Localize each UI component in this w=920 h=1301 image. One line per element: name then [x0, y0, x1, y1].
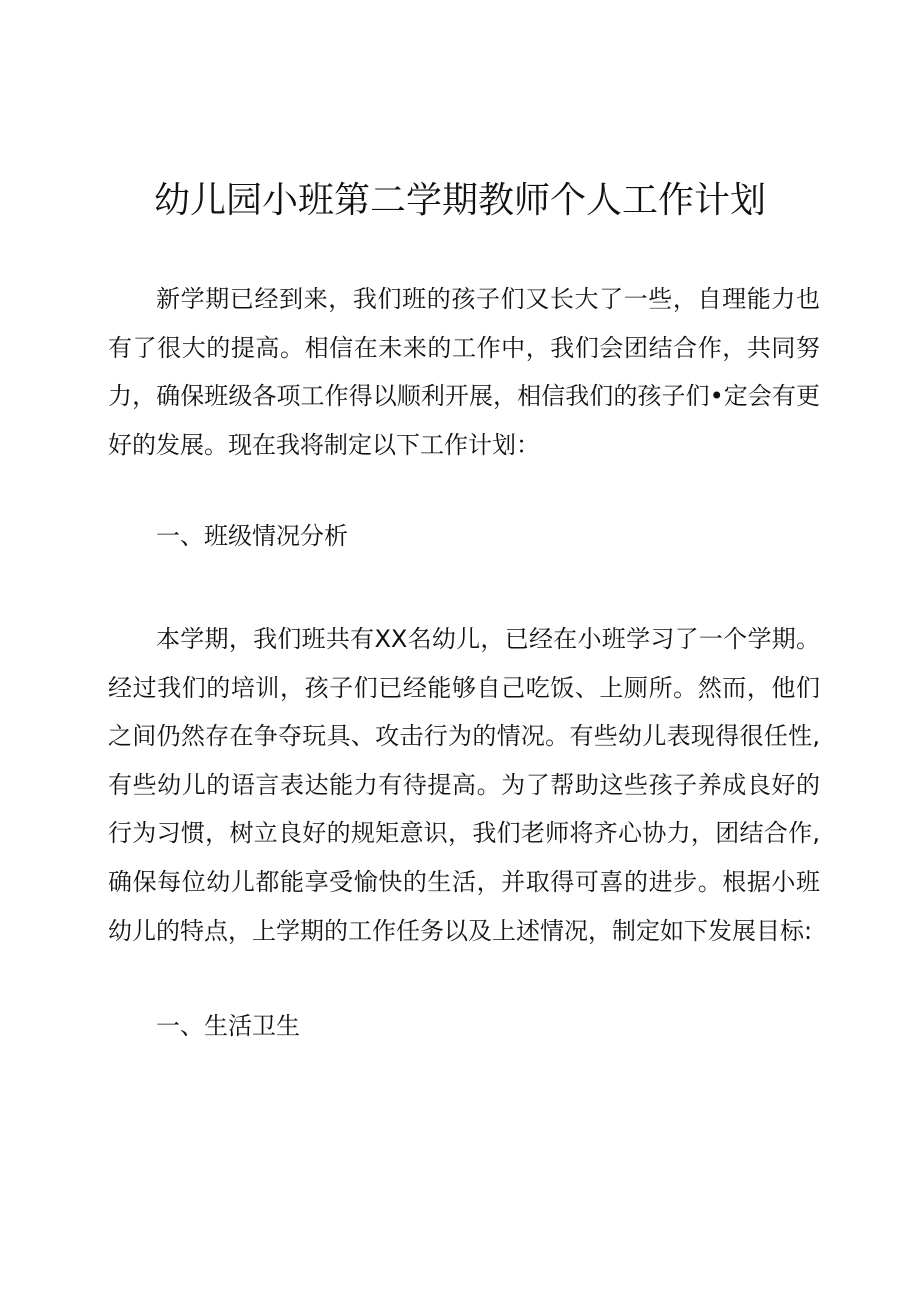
intro-paragraph: 新学期已经到来，我们班的孩子们又长大了一些，自理能力也有了很大的提高。相信在未来的工作中，我们会团结合作，共同努力，确保班级各项工作得以顺利开展，相信我们的孩子们•定会有更好的发展。现在我将制定以下工作计划： — [108, 285, 820, 459]
section-heading-class-analysis: 一、班级情况分析 — [156, 522, 348, 550]
section-heading-daily-hygiene: 一、生活卫生 — [156, 1012, 300, 1040]
page-title: 幼儿园小班第二学期教师个人工作计划 — [153, 180, 766, 221]
class-analysis-paragraph: 本学期，我们班共有XX名幼儿，已经在小班学习了一个学期。经过我们的培训，孩子们已经能够自己吃饭、上厕所。然而，他们之间仍然存在争夺玩具、攻击行为的情况。有些幼儿表现得很任性,有些幼儿的语言表达能力有待提高。为了帮助这些孩子养成良好的行为习惯，树立良好的规矩意识，我们老师将齐心协力，团结合作,确保每位幼儿都能享受愉快的生活，并取得可喜的进步。根据小班幼儿的特点，上学期的工作任务以及上述情况，制定如下发展目标: — [108, 625, 820, 945]
